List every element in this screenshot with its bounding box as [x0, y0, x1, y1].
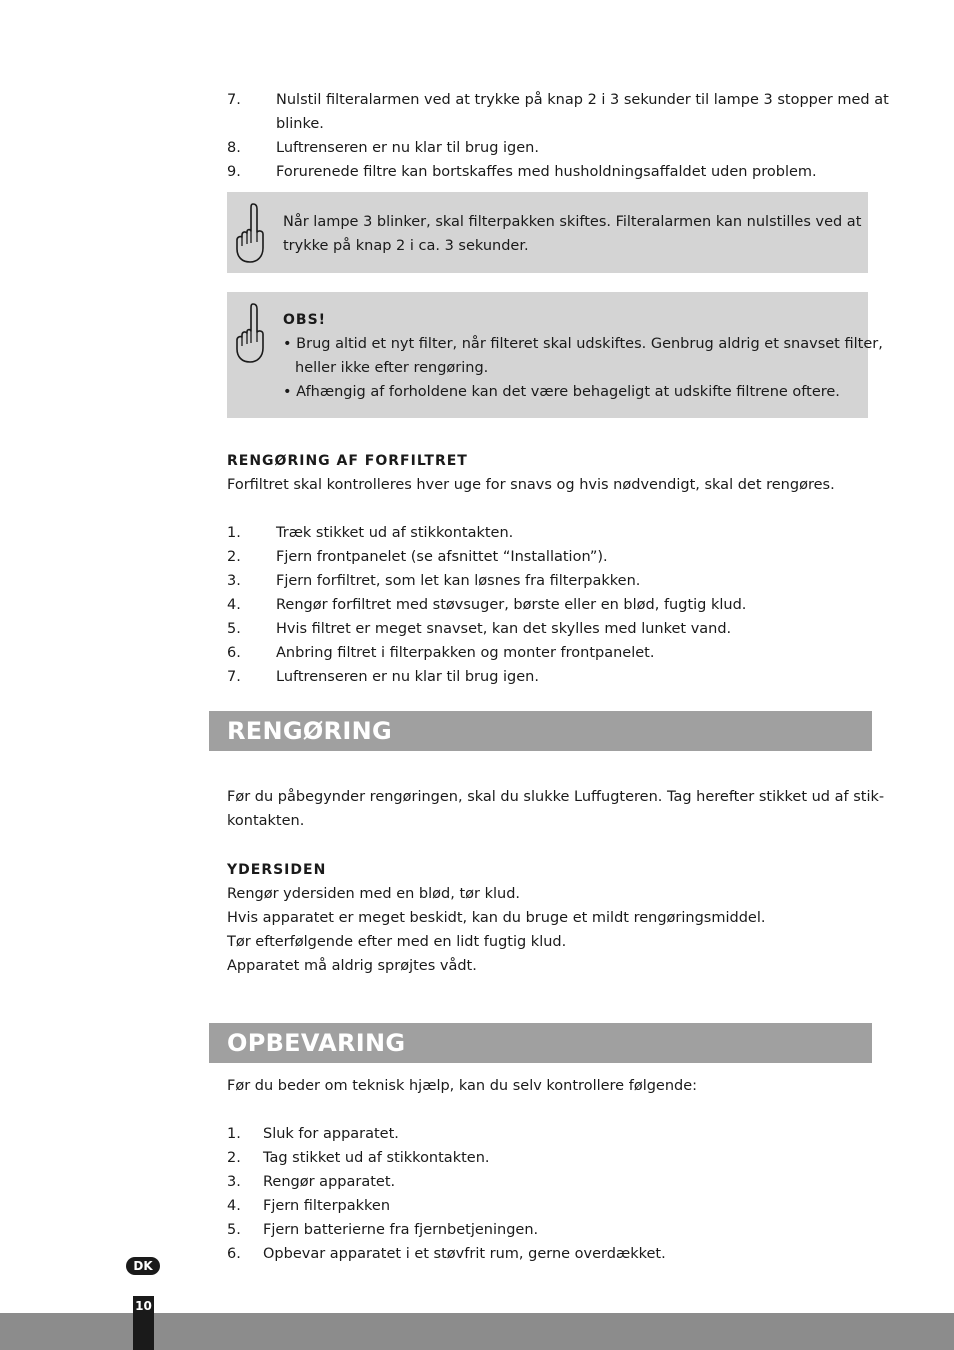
step-number: 9.: [227, 164, 241, 180]
step-text: Rengør apparatet.: [263, 1174, 396, 1190]
step-number: 3.: [227, 573, 241, 589]
step-number: 1.: [227, 525, 241, 541]
step-number: 5.: [227, 621, 241, 637]
language-badge: DK: [126, 1257, 160, 1275]
step-text: Nulstil filteralarmen ved at trykke på knap 2 i 3 sekunder til lampe 3 stopper med at: [276, 92, 889, 108]
note-text: trykke på knap 2 i ca. 3 sekunder.: [283, 238, 529, 254]
obs-title: OBS!: [283, 312, 327, 328]
step-number: 4.: [227, 1198, 241, 1214]
step-number: 6.: [227, 645, 241, 661]
prefilter-heading: RENGØRING AF FORFILTRET: [227, 453, 468, 469]
prefilter-intro: Forfiltret skal kontrolleres hver uge for snavs og hvis nødvendigt, skal det rengøres.: [227, 477, 835, 493]
outside-line: Hvis apparatet er meget beskidt, kan du bruge et mildt rengøringsmiddel.: [227, 910, 766, 926]
step-text: Luftrenseren er nu klar til brug igen.: [276, 140, 539, 156]
section-band-cleaning: [209, 711, 872, 751]
step-number: 7.: [227, 92, 241, 108]
step-number: 8.: [227, 140, 241, 156]
page-number: 10: [135, 1299, 152, 1313]
step-number: 2.: [227, 1150, 241, 1166]
section-band-storage: [209, 1023, 872, 1063]
step-text: Tag stikket ud af stikkontakten.: [263, 1150, 490, 1166]
obs-note-box: [227, 292, 883, 418]
step-text: Opbevar apparatet i et støvfrit rum, gerne overdækket.: [263, 1246, 666, 1262]
step-number: 3.: [227, 1174, 241, 1190]
note-bullet: • Brug altid et nyt filter, når filteret skal udskiftes. Genbrug aldrig et snavset filter,: [283, 336, 883, 352]
step-text: Forurenede filtre kan bortskaffes med husholdningsaffaldet uden problem.: [276, 164, 817, 180]
outside-line: Rengør ydersiden med en blød, tør klud.: [227, 886, 521, 902]
step-number: 6.: [227, 1246, 241, 1262]
step-number: 4.: [227, 597, 241, 613]
storage-intro: Før du beder om teknisk hjælp, kan du selv kontrollere følgende:: [227, 1078, 698, 1094]
step-text: Hvis filtret er meget snavset, kan det skylles med lunket vand.: [276, 621, 732, 637]
cleaning-intro: Før du påbegynder rengøringen, skal du slukke Luffugteren. Tag herefter stikket ud af stik-: [227, 789, 885, 805]
step-text: Fjern batterierne fra fjernbetjeningen.: [263, 1222, 539, 1238]
step-number: 7.: [227, 669, 241, 685]
step-number: 5.: [227, 1222, 241, 1238]
step-text: Rengør forfiltret med støvsuger, børste eller en blød, fugtig klud.: [276, 597, 747, 613]
note-text: Når lampe 3 blinker, skal filterpakken skiftes. Filteralarmen kan nulstilles ved at: [283, 214, 862, 230]
page-number-tab: [133, 1296, 154, 1350]
step-text: Træk stikket ud af stikkontakten.: [276, 525, 514, 541]
note-bullet-continued: heller ikke efter rengøring.: [295, 360, 489, 376]
step-text: blinke.: [276, 116, 324, 132]
step-number: 1.: [227, 1126, 241, 1142]
pointing-hand-icon: [233, 302, 267, 364]
step-text: Sluk for apparatet.: [263, 1126, 399, 1142]
step-text: Luftrenseren er nu klar til brug igen.: [276, 669, 539, 685]
outside-line: Apparatet må aldrig sprøjtes vådt.: [227, 958, 477, 974]
note-bullet: • Afhængig af forholdene kan det være behageligt at udskifte filtrene oftere.: [283, 384, 840, 400]
note-box: [227, 192, 868, 273]
step-text: Anbring filtret i filterpakken og monter frontpanelet.: [276, 645, 655, 661]
step-number: 2.: [227, 549, 241, 565]
section-title: OPBEVARING: [227, 1029, 406, 1057]
step-text: Fjern forfiltret, som let kan løsnes fra filterpakken.: [276, 573, 641, 589]
pointing-hand-icon: [233, 202, 267, 264]
step-text: Fjern filterpakken: [263, 1198, 391, 1214]
section-title: RENGØRING: [227, 717, 392, 745]
cleaning-intro: kontakten.: [227, 813, 305, 829]
step-text: Fjern frontpanelet (se afsnittet “Installation”).: [276, 549, 608, 565]
outside-heading: YDERSIDEN: [227, 862, 327, 878]
outside-line: Tør efterfølgende efter med en lidt fugtig klud.: [227, 934, 567, 950]
